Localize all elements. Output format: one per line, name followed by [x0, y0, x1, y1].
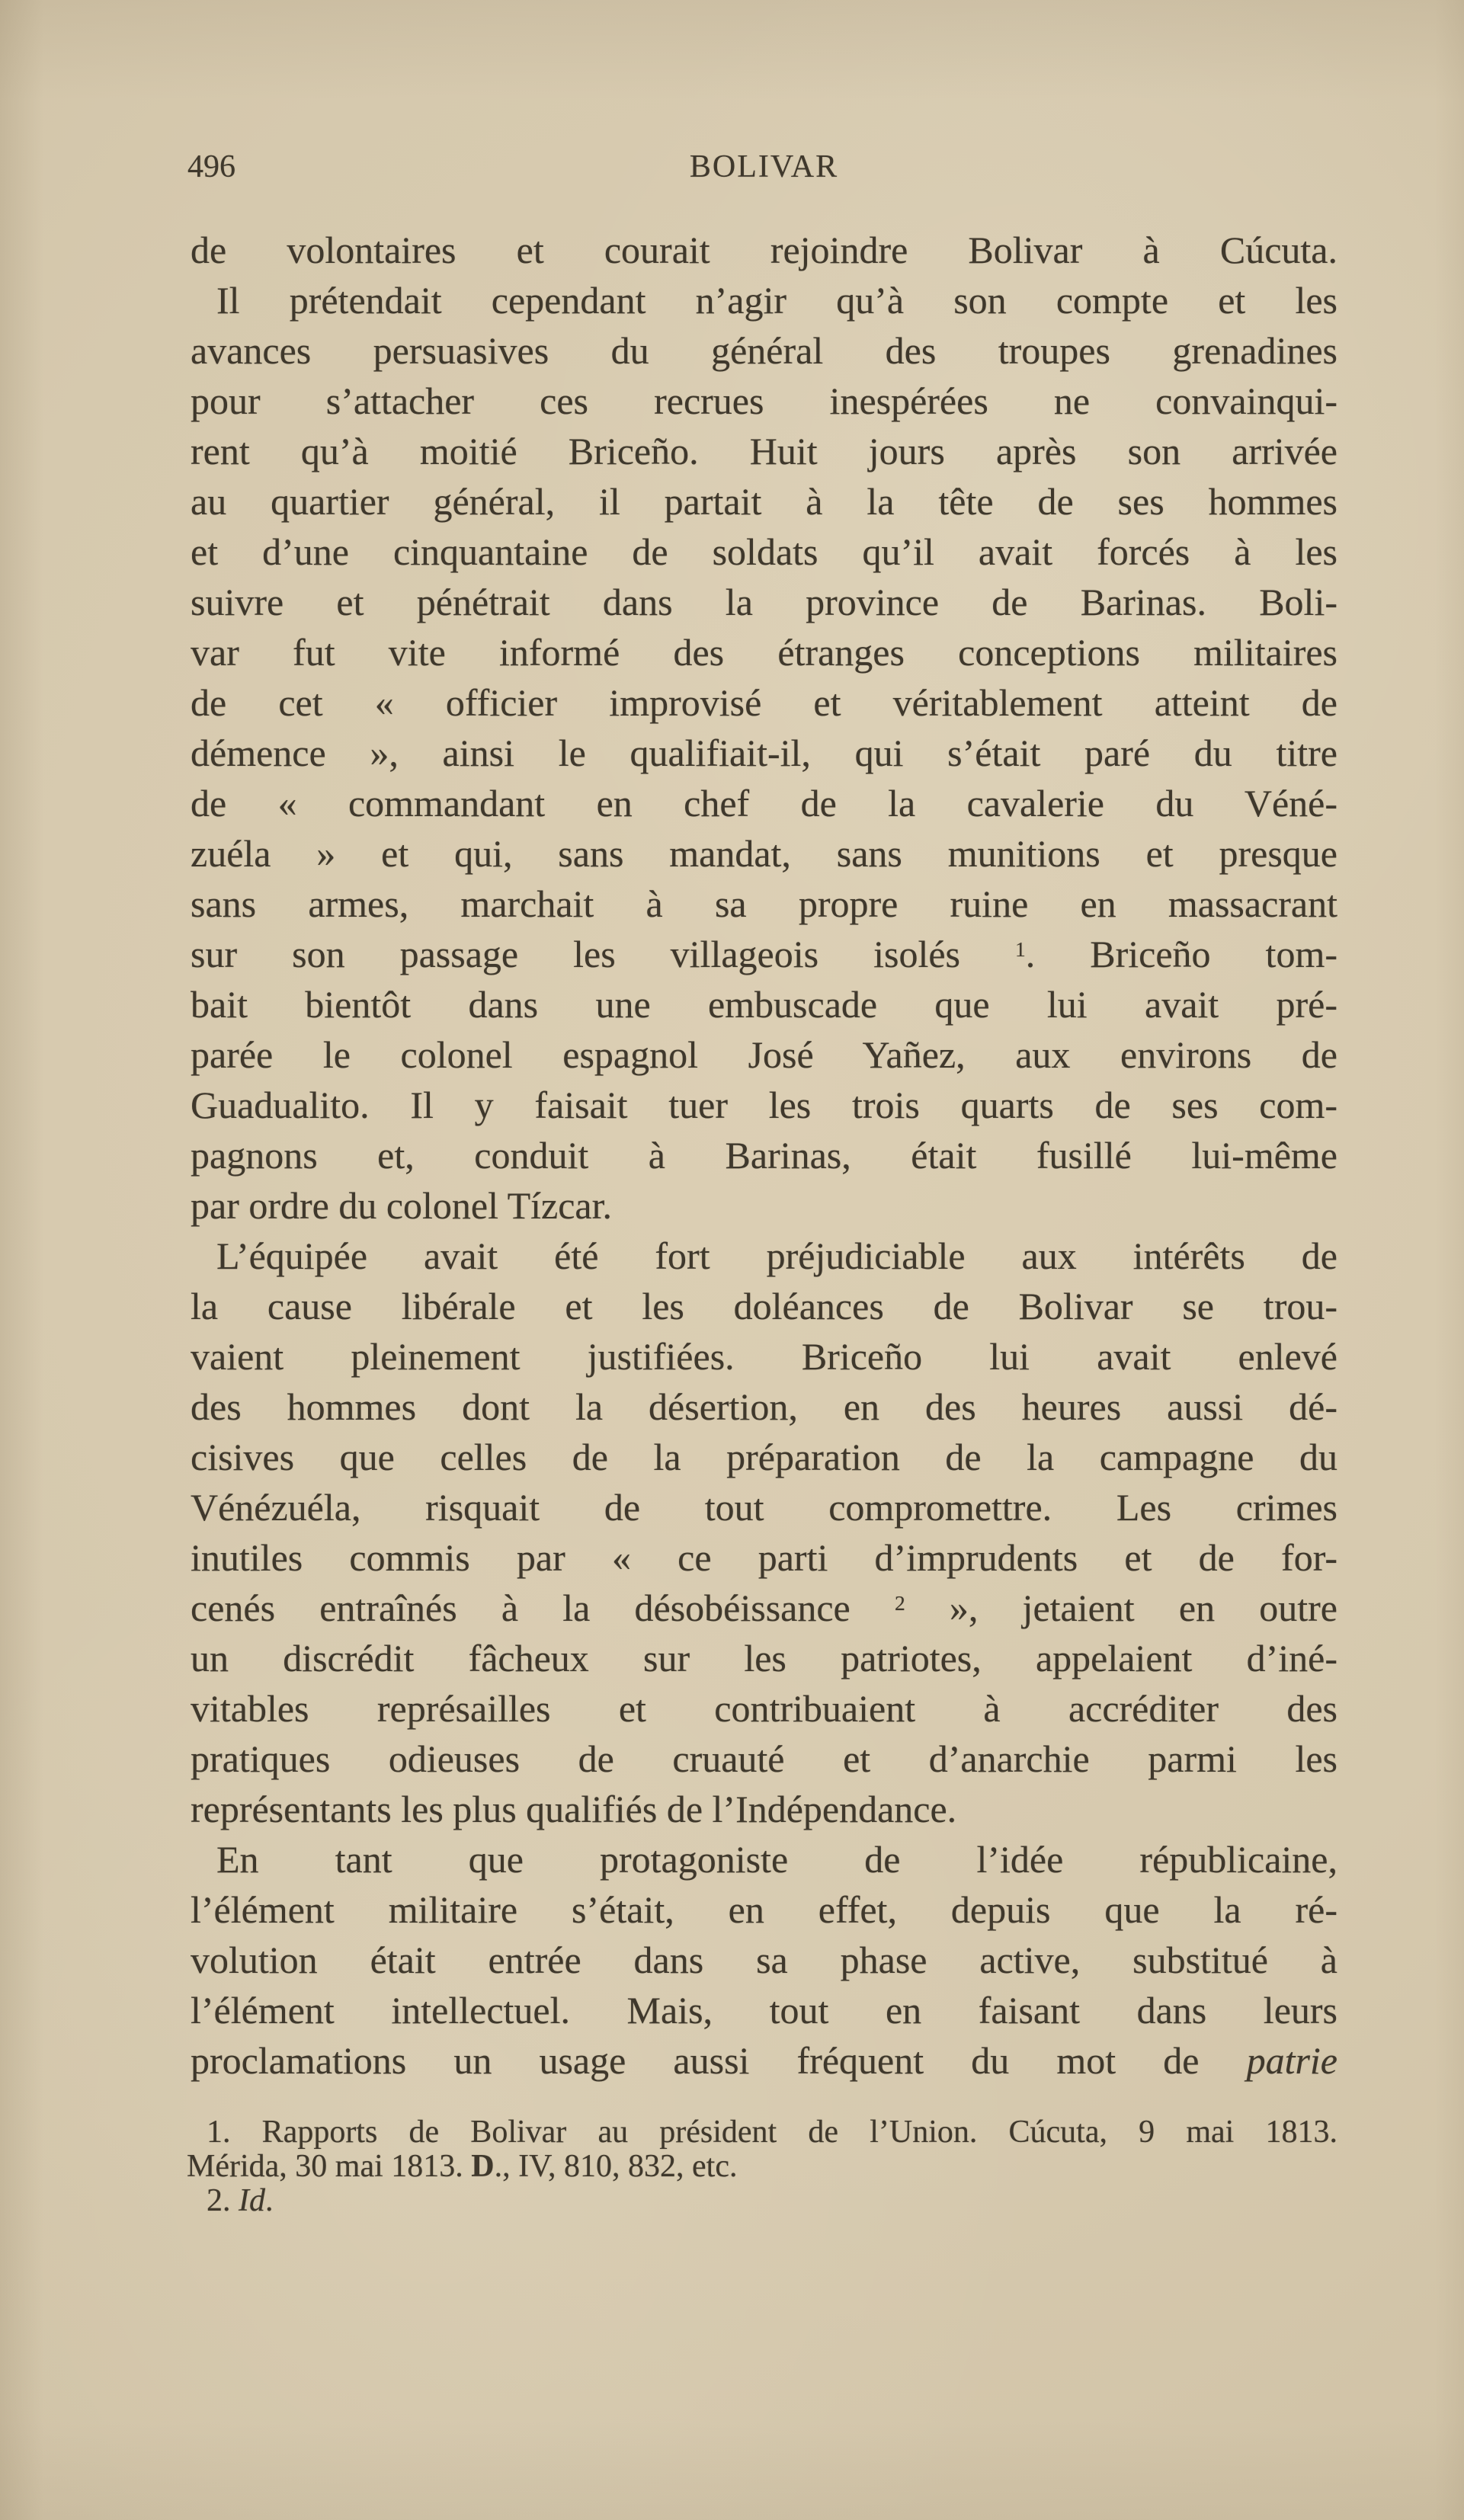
text-segment: la cause libérale et les doléances de Bolivar se trou-	[191, 1285, 1337, 1327]
text-line	[191, 1130, 1337, 1180]
text-line	[191, 828, 1337, 879]
text-line	[191, 1532, 1337, 1583]
text-segment: 2.	[207, 2184, 239, 2218]
page-header	[187, 149, 1337, 184]
text-segment: l’élément intellectuel. Mais, tout en faisant dans leurs	[191, 1989, 1337, 2032]
text-segment: au quartier général, il partait à la tête de ses hommes	[191, 480, 1337, 523]
text-segment: 1. Rapports de Bolivar au président de l’Union. Cúcuta, 9 mai 1813.	[207, 2115, 1337, 2150]
text-line	[191, 1080, 1337, 1130]
text-line	[191, 1834, 1337, 1884]
text-segment: ., IV, 810, 832, etc.	[494, 2150, 738, 2184]
text-segment: Mérida, 30 mai 1813.	[187, 2150, 472, 2184]
text-line	[191, 1281, 1337, 1331]
text-line	[191, 929, 1337, 979]
text-segment: cenés entraînés à la désobéissance	[191, 1587, 895, 1629]
text-line	[191, 979, 1337, 1029]
text-line	[191, 728, 1337, 778]
text-segment: Id	[239, 2184, 265, 2218]
text-line	[191, 275, 1337, 325]
text-line	[191, 325, 1337, 376]
text-line	[191, 1784, 1337, 1834]
text-segment: avances persuasives du général des troupes grenadines	[191, 329, 1337, 372]
text-segment: pratiques odieuses de cruauté et d’anarchie parmi les	[191, 1737, 1337, 1780]
text-segment: En tant que protagoniste de l’idée républicaine,	[216, 1838, 1337, 1881]
text-segment: vitables représailles et contribuaient à accréditer des	[191, 1687, 1337, 1730]
text-line	[191, 1482, 1337, 1532]
text-segment: suivre et pénétrait dans la province de Barinas. Boli-	[191, 581, 1337, 623]
text-segment: D	[471, 2150, 495, 2184]
text-segment: var fut vite informé des étranges conceptions militaires	[191, 631, 1337, 674]
text-segment: sur son passage les villageois isolés	[191, 933, 1015, 975]
text-segment: des hommes dont la désertion, en des heures aussi dé-	[191, 1385, 1337, 1428]
text-line	[187, 2184, 1337, 2218]
text-line	[191, 527, 1337, 577]
text-segment: par ordre du colonel Tízcar.	[191, 1184, 613, 1227]
text-line	[191, 225, 1337, 275]
text-segment: . Briceño tom-	[1025, 933, 1337, 975]
text-line	[191, 1985, 1337, 2035]
text-line	[191, 677, 1337, 728]
text-line	[187, 2115, 1337, 2150]
text-segment: .	[265, 2184, 274, 2218]
text-line	[191, 1884, 1337, 1935]
text-segment: volution était entrée dans sa phase active, substitué à	[191, 1939, 1337, 1981]
text-segment: pour s’attacher ces recrues inespérées ne convainqui-	[191, 379, 1337, 422]
text-segment: rent qu’à moitié Briceño. Huit jours après son arrivée	[191, 430, 1337, 472]
text-segment: démence », ainsi le qualifiait-il, qui s’était paré du titre	[191, 732, 1337, 774]
text-line	[191, 1683, 1337, 1734]
text-segment: proclamations un usage aussi fréquent du mot de	[191, 2039, 1247, 2082]
text-segment: zuéla » et qui, sans mandat, sans munitions et presque	[191, 832, 1337, 875]
text-segment: sans armes, marchait à sa propre ruine en massacrant	[191, 882, 1337, 925]
text-line	[191, 778, 1337, 828]
text-line	[191, 1382, 1337, 1432]
text-line	[191, 1734, 1337, 1784]
text-line	[191, 577, 1337, 627]
text-segment: Guadualito. Il y faisait tuer les trois quarts de ses com-	[191, 1084, 1337, 1126]
text-line	[191, 1432, 1337, 1482]
text-line	[191, 627, 1337, 677]
running-title: BOLIVAR	[689, 149, 839, 184]
text-segment: bait bientôt dans une embuscade que lui avait pré-	[191, 983, 1337, 1026]
text-segment: pagnons et, conduit à Barinas, était fusillé lui-même	[191, 1134, 1337, 1177]
text-segment: de cet « officier improvisé et véritablement atteint de	[191, 681, 1337, 724]
text-segment: cisives que celles de la préparation de la campagne du	[191, 1436, 1337, 1478]
text-segment: de « commandant en chef de la cavalerie du Véné-	[191, 782, 1337, 825]
text-line	[191, 1935, 1337, 1985]
text-line	[191, 1583, 1337, 1633]
text-segment: l’élément militaire s’était, en effet, depuis que la ré-	[191, 1888, 1337, 1931]
footnotes	[187, 2115, 1337, 2218]
page-body	[191, 225, 1337, 2086]
text-segment: de volontaires et courait rejoindre Bolivar à Cúcuta.	[191, 229, 1337, 271]
text-segment: représentants les plus qualifiés de l’Indépendance.	[191, 1788, 957, 1830]
text-segment: un discrédit fâcheux sur les patriotes, appelaient d’iné-	[191, 1637, 1337, 1679]
text-line	[191, 426, 1337, 476]
text-line	[191, 879, 1337, 929]
text-line	[191, 1231, 1337, 1281]
text-segment: parée le colonel espagnol José Yañez, aux environs de	[191, 1033, 1337, 1076]
page-number: 496	[187, 149, 235, 184]
text-segment: Il prétendait cependant n’agir qu’à son compte et les	[216, 279, 1337, 322]
text-segment: et d’une cinquantaine de soldats qu’il avait forcés à les	[191, 530, 1337, 573]
text-segment: L’équipée avait été fort préjudiciable aux intérêts de	[216, 1234, 1337, 1277]
text-line	[191, 2035, 1337, 2086]
text-line	[191, 376, 1337, 426]
text-segment: vaient pleinement justifiées. Briceño lui avait enlevé	[191, 1335, 1337, 1378]
text-line	[191, 1029, 1337, 1080]
text-segment: inutiles commis par « ce parti d’imprudents et de for-	[191, 1536, 1337, 1579]
text-segment: Vénézuéla, risquait de tout compromettre. Les crimes	[191, 1486, 1337, 1529]
text-line	[191, 1180, 1337, 1231]
text-segment: », jetaient en outre	[905, 1587, 1337, 1629]
text-line	[191, 1331, 1337, 1382]
text-line	[187, 2150, 1337, 2184]
text-line	[191, 1633, 1337, 1683]
text-segment: patrie	[1246, 2039, 1337, 2082]
footnote-ref: 2	[894, 1591, 905, 1615]
footnote-ref: 1	[1015, 937, 1026, 962]
text-line	[191, 476, 1337, 527]
